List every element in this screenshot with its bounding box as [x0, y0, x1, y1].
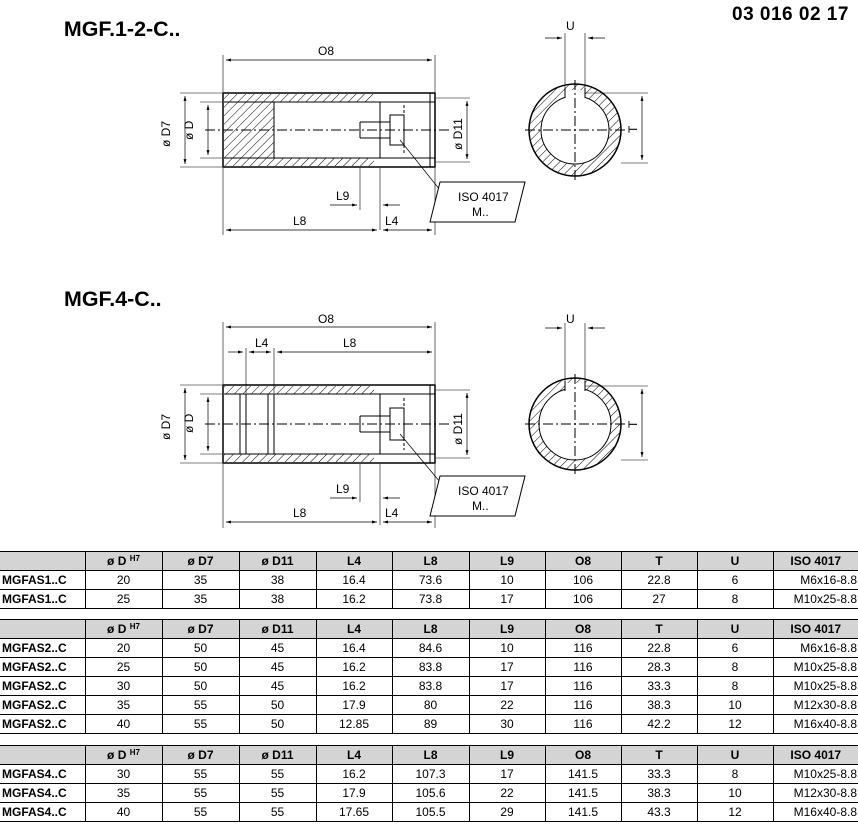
- iso-sub-1: M..: [472, 205, 489, 219]
- column-header: L4: [316, 746, 392, 765]
- value-cell: 84.6: [392, 639, 469, 658]
- value-cell: 45: [239, 639, 316, 658]
- value-cell: 27: [621, 590, 697, 609]
- model-cell: MGFAS2..C: [0, 639, 85, 658]
- column-header: L4: [316, 552, 392, 571]
- dim-l4-1: L4: [385, 214, 399, 228]
- value-cell: 16.4: [316, 571, 392, 590]
- value-cell: 17: [469, 658, 545, 677]
- value-cell: 17.9: [316, 784, 392, 803]
- dim-l4-2: L4: [385, 506, 399, 520]
- value-cell: 17: [469, 677, 545, 696]
- column-header: ISO 4017: [773, 746, 858, 765]
- dim-l9-2: L9: [336, 482, 350, 496]
- table-row: [0, 765, 858, 784]
- value-cell: 12.85: [316, 715, 392, 734]
- column-header: L8: [392, 746, 469, 765]
- column-header: O8: [545, 746, 621, 765]
- dim-d11-2: ø D11: [451, 413, 465, 445]
- value-cell: M6x16-8.8: [773, 639, 858, 658]
- value-cell: 16.2: [316, 765, 392, 784]
- value-cell: 105.5: [392, 803, 469, 822]
- value-cell: 8: [697, 658, 773, 677]
- value-cell: M16x40-8.8: [773, 715, 858, 734]
- header-blank-cell: [0, 746, 85, 765]
- value-cell: 10: [469, 639, 545, 658]
- value-cell: 106: [545, 571, 621, 590]
- dim-t-2: T: [626, 420, 640, 428]
- value-cell: M16x40-8.8: [773, 803, 858, 822]
- value-cell: 107.3: [392, 765, 469, 784]
- value-cell: 83.8: [392, 658, 469, 677]
- value-cell: 40: [85, 715, 162, 734]
- column-header: ø D11: [239, 620, 316, 639]
- value-cell: 16.2: [316, 590, 392, 609]
- table-row: [0, 639, 858, 658]
- column-header: ø D $^{H7}$: [85, 746, 162, 765]
- dim-d7-1: ø D7: [159, 120, 173, 147]
- value-cell: M10x25-8.8: [773, 658, 858, 677]
- model-cell: MGFAS2..C: [0, 658, 85, 677]
- column-header: ø D11: [239, 746, 316, 765]
- value-cell: 105.6: [392, 784, 469, 803]
- dim-l8-1: L8: [293, 214, 307, 228]
- column-header: ø D7: [162, 552, 239, 571]
- value-cell: M10x25-8.8: [773, 677, 858, 696]
- column-header: U: [697, 746, 773, 765]
- value-cell: 33.3: [621, 765, 697, 784]
- model-cell: MGFAS2..C: [0, 677, 85, 696]
- column-header: T: [621, 746, 697, 765]
- value-cell: 116: [545, 658, 621, 677]
- value-cell: 22.8: [621, 639, 697, 658]
- value-cell: 141.5: [545, 784, 621, 803]
- column-header: ø D $^{H7}$: [85, 552, 162, 571]
- value-cell: 43.3: [621, 803, 697, 822]
- value-cell: 17.9: [316, 696, 392, 715]
- value-cell: 35: [162, 590, 239, 609]
- table-header-row: [0, 552, 858, 571]
- value-cell: 55: [239, 803, 316, 822]
- dim-t-1: T: [626, 125, 640, 133]
- column-header: L9: [469, 746, 545, 765]
- value-cell: 29: [469, 803, 545, 822]
- dim-l9-1: L9: [336, 189, 350, 203]
- value-cell: 141.5: [545, 803, 621, 822]
- column-header: O8: [545, 620, 621, 639]
- value-cell: 35: [162, 571, 239, 590]
- value-cell: 80: [392, 696, 469, 715]
- value-cell: 55: [162, 784, 239, 803]
- value-cell: 106: [545, 590, 621, 609]
- tolerance-superscript: H7: [129, 748, 140, 757]
- spec-table-2: [0, 619, 858, 734]
- value-cell: 50: [162, 658, 239, 677]
- table-row: [0, 590, 858, 609]
- model-cell: MGFAS4..C: [0, 803, 85, 822]
- tolerance-superscript: H7: [129, 554, 140, 563]
- value-cell: 50: [239, 696, 316, 715]
- dim-d-1: ø D: [182, 120, 196, 140]
- spec-table-1: [0, 551, 858, 609]
- column-header: ISO 4017: [773, 552, 858, 571]
- value-cell: 10: [469, 571, 545, 590]
- column-header: ø D7: [162, 746, 239, 765]
- table-header-row: [0, 620, 858, 639]
- value-cell: 141.5: [545, 765, 621, 784]
- column-header: L8: [392, 620, 469, 639]
- value-cell: 45: [239, 658, 316, 677]
- drawing-1: [180, 33, 648, 235]
- dim-o8-1: O8: [318, 44, 335, 58]
- value-cell: 8: [697, 677, 773, 696]
- value-cell: 16.2: [316, 677, 392, 696]
- value-cell: 20: [85, 571, 162, 590]
- column-header: O8: [545, 552, 621, 571]
- drawing-title-2: MGF.4-C..: [64, 288, 162, 311]
- table-row: [0, 658, 858, 677]
- dim-d11-1: ø D11: [451, 118, 465, 150]
- column-header: U: [697, 620, 773, 639]
- value-cell: 89: [392, 715, 469, 734]
- model-cell: MGFAS1..C: [0, 590, 85, 609]
- value-cell: 17: [469, 765, 545, 784]
- value-cell: 45: [239, 677, 316, 696]
- value-cell: 38: [239, 571, 316, 590]
- table-row: [0, 677, 858, 696]
- value-cell: 116: [545, 677, 621, 696]
- table-row: [0, 803, 858, 822]
- value-cell: 55: [239, 784, 316, 803]
- value-cell: 6: [697, 639, 773, 658]
- value-cell: 116: [545, 715, 621, 734]
- value-cell: 35: [85, 784, 162, 803]
- column-header: L4: [316, 620, 392, 639]
- tolerance-superscript: H7: [129, 622, 140, 631]
- dim-u-1: U: [566, 19, 575, 33]
- dim-l8-2: L8: [293, 506, 307, 520]
- value-cell: 17: [469, 590, 545, 609]
- iso-label-1: ISO 4017: [458, 190, 509, 204]
- value-cell: 33.3: [621, 677, 697, 696]
- value-cell: 22: [469, 784, 545, 803]
- column-header: L8: [392, 552, 469, 571]
- header-blank-cell: [0, 620, 85, 639]
- value-cell: 6: [697, 571, 773, 590]
- table-row: [0, 571, 858, 590]
- value-cell: 12: [697, 803, 773, 822]
- value-cell: 10: [697, 696, 773, 715]
- value-cell: 25: [85, 590, 162, 609]
- value-cell: M12x30-8.8: [773, 696, 858, 715]
- value-cell: 50: [162, 639, 239, 658]
- value-cell: 30: [469, 715, 545, 734]
- value-cell: 83.8: [392, 677, 469, 696]
- iso-label-2: ISO 4017: [458, 484, 509, 498]
- drawing-title-1: MGF.1-2-C..: [63, 18, 181, 41]
- column-header: U: [697, 552, 773, 571]
- model-cell: MGFAS1..C: [0, 571, 85, 590]
- value-cell: 10: [697, 784, 773, 803]
- value-cell: 73.6: [392, 571, 469, 590]
- value-cell: 55: [162, 715, 239, 734]
- value-cell: 17.65: [316, 803, 392, 822]
- value-cell: 38.3: [621, 784, 697, 803]
- table-row: [0, 696, 858, 715]
- model-cell: MGFAS2..C: [0, 715, 85, 734]
- column-header: T: [621, 620, 697, 639]
- value-cell: 16.4: [316, 639, 392, 658]
- column-header: L9: [469, 552, 545, 571]
- value-cell: 55: [162, 765, 239, 784]
- column-header: L9: [469, 620, 545, 639]
- document-number: 03 016 02 17: [732, 4, 849, 25]
- value-cell: 35: [85, 696, 162, 715]
- value-cell: 42.2: [621, 715, 697, 734]
- dim-l8-top-2: L8: [343, 336, 357, 350]
- model-cell: MGFAS4..C: [0, 765, 85, 784]
- value-cell: 55: [162, 803, 239, 822]
- table-row: [0, 715, 858, 734]
- value-cell: 20: [85, 639, 162, 658]
- column-header: ø D11: [239, 552, 316, 571]
- column-header: T: [621, 552, 697, 571]
- column-header: ISO 4017: [773, 620, 858, 639]
- value-cell: 40: [85, 803, 162, 822]
- model-cell: MGFAS4..C: [0, 784, 85, 803]
- drawing-2: [180, 322, 648, 528]
- table-header-row: [0, 746, 858, 765]
- dim-l4-top-2: L4: [255, 336, 269, 350]
- iso-sub-2: M..: [472, 499, 489, 513]
- value-cell: 8: [697, 765, 773, 784]
- value-cell: 55: [162, 696, 239, 715]
- value-cell: 8: [697, 590, 773, 609]
- value-cell: 16.2: [316, 658, 392, 677]
- value-cell: 73.8: [392, 590, 469, 609]
- value-cell: M6x16-8.8: [773, 571, 858, 590]
- value-cell: M12x30-8.8: [773, 784, 858, 803]
- value-cell: M10x25-8.8: [773, 590, 858, 609]
- value-cell: 22.8: [621, 571, 697, 590]
- value-cell: 55: [239, 765, 316, 784]
- value-cell: 25: [85, 658, 162, 677]
- value-cell: 22: [469, 696, 545, 715]
- value-cell: 116: [545, 696, 621, 715]
- dim-u-2: U: [566, 312, 575, 326]
- value-cell: 28.3: [621, 658, 697, 677]
- spec-table-3: [0, 745, 858, 822]
- value-cell: 38: [239, 590, 316, 609]
- value-cell: 38.3: [621, 696, 697, 715]
- value-cell: 116: [545, 639, 621, 658]
- dim-o8-2: O8: [318, 312, 335, 326]
- value-cell: 50: [239, 715, 316, 734]
- table-row: [0, 784, 858, 803]
- value-cell: 30: [85, 765, 162, 784]
- model-cell: MGFAS2..C: [0, 696, 85, 715]
- dim-d7-2: ø D7: [159, 413, 173, 440]
- value-cell: 30: [85, 677, 162, 696]
- dim-d-2: ø D: [182, 413, 196, 433]
- column-header: ø D $^{H7}$: [85, 620, 162, 639]
- value-cell: M10x25-8.8: [773, 765, 858, 784]
- header-blank-cell: [0, 552, 85, 571]
- value-cell: 50: [162, 677, 239, 696]
- column-header: ø D7: [162, 620, 239, 639]
- value-cell: 12: [697, 715, 773, 734]
